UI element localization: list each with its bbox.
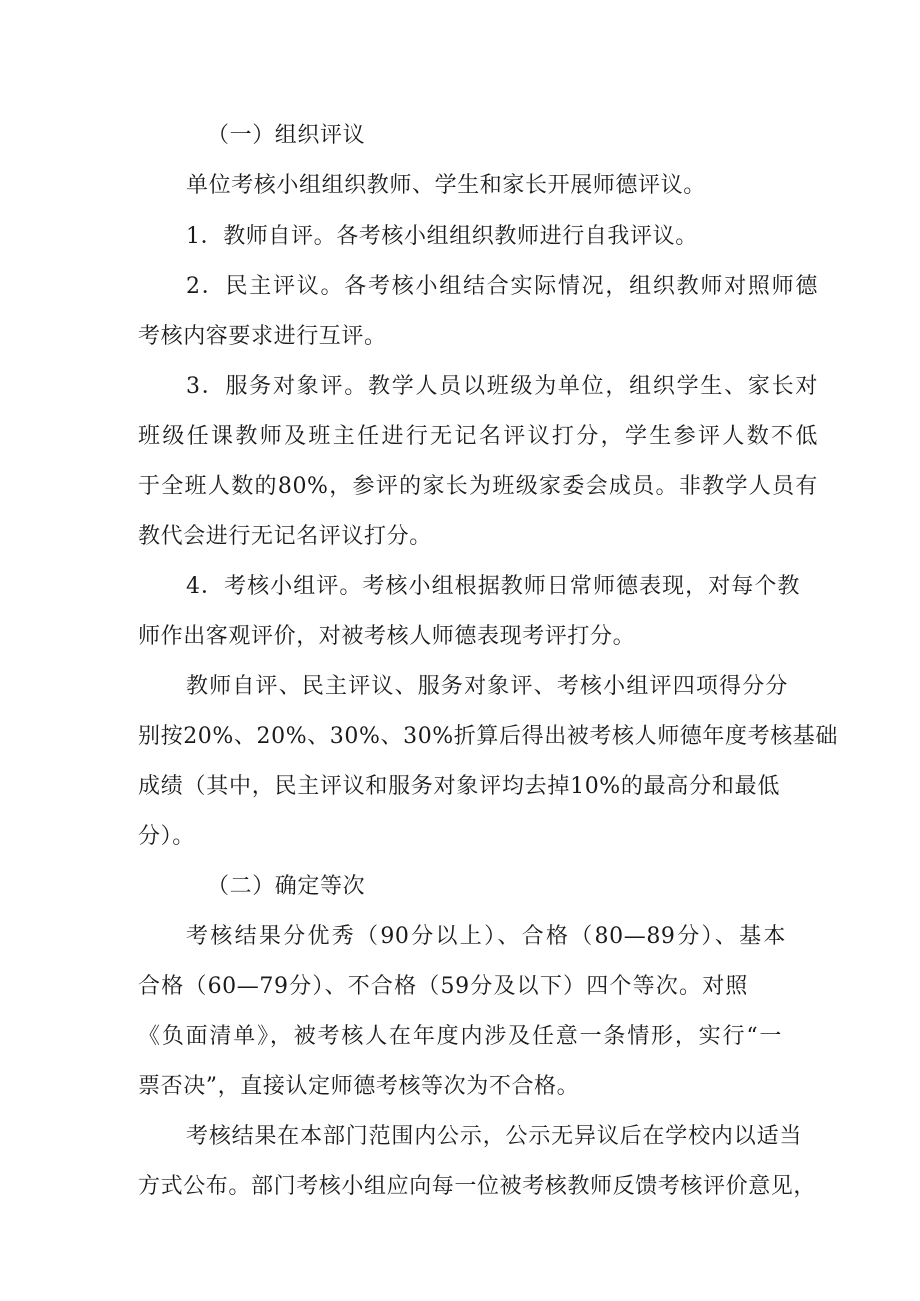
paragraph-line: 票否决”，直接认定师德考核等次为不合格。 [138, 1074, 580, 1099]
paragraph-line: 单位考核小组组织教师、学生和家长开展师德评议。 [186, 173, 706, 198]
list-item-group-review: 4．考核小组评。考核小组根据教师日常师德表现，对每个教 [186, 574, 800, 599]
list-item-self-review: 1．教师自评。各考核小组组织教师进行自我评议。 [186, 224, 698, 249]
paragraph-line: 教师自评、民主评议、服务对象评、考核小组评四项得分分 [186, 674, 788, 699]
paragraph-line: 考核结果在本部门范围内公示，公示无异议后在学校内以适当 [186, 1124, 802, 1149]
paragraph-line: 合格（60—79分）、不合格（59分及以下）四个等次。对照 [138, 974, 748, 999]
paragraph-line: 考核内容要求进行互评。 [138, 324, 387, 349]
section-heading-determine-grade: （二）确定等次 [207, 874, 366, 899]
paragraph-line: 师作出客观评价，对被考核人师德表现考评打分。 [138, 624, 636, 649]
list-item-democratic-review: 2．民主评议。各考核小组结合实际情况，组织教师对照师德 [186, 274, 818, 299]
paragraph-line: 成绩（其中，民主评议和服务对象评均去掉10%的最高分和最低 [138, 774, 780, 799]
paragraph-line: 方式公布。部门考核小组应向每一位被考核教师反馈考核评价意见， [138, 1174, 817, 1199]
paragraph-line: 于全班人数的80%，参评的家长为班级家委会成员。非教学人员有 [138, 474, 818, 499]
paragraph-line: 分）。 [138, 824, 195, 849]
paragraph-line: 班级任课教师及班主任进行无记名评议打分，学生参评人数不低 [138, 424, 818, 449]
list-item-service-review: 3．服务对象评。教学人员以班级为单位，组织学生、家长对 [186, 374, 818, 399]
paragraph-line: 《负面清单》，被考核人在年度内涉及任意一条情形，实行“一 [138, 1024, 782, 1049]
paragraph-line: 教代会进行无记名评议打分。 [138, 524, 432, 549]
paragraph-line: 别按20%、20%、30%、30%折算后得出被考核人师德年度考核基础 [138, 724, 838, 749]
paragraph-line: 考核结果分优秀（90分以上）、合格（80—89分）、基本 [186, 924, 786, 949]
section-heading-organize-review: （一）组织评议 [207, 123, 366, 148]
